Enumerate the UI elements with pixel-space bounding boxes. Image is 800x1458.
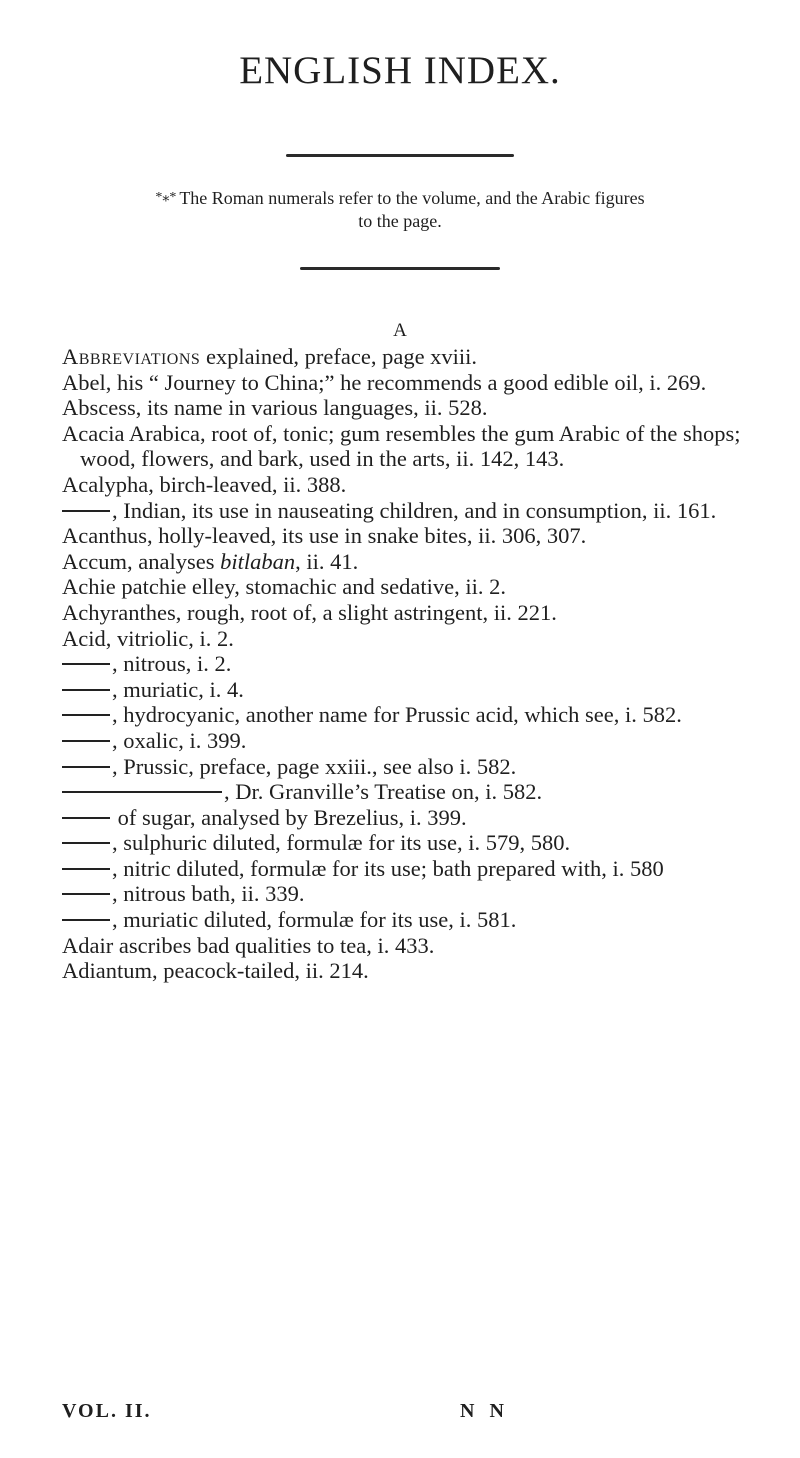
title-rule [286,154,514,157]
page-title: ENGLISH INDEX. [239,49,561,92]
italic-term: bitlaban [220,548,296,574]
ditto-dash [62,714,110,716]
editorial-note [150,186,650,233]
index-entry: Abscess, its name in various languages, ii. 528. [62,395,488,421]
index-entry: Accum, analyses bitlaban, ii. 41. [62,548,359,574]
index-entry: Abel, his “ Journey to China;” he recommends a good edible oil, i. 269. [62,369,707,395]
note-text: The Roman numerals refer to the volume, and the Arabic figures to the page. [179,188,645,231]
signature-mark: N N [460,1400,509,1422]
index-entry: , Dr. Granville’s Treatise on, i. 582. [62,779,752,805]
index-entry: , muriatic, i. 4. [62,677,752,703]
index-entry: Adiantum, peacock-tailed, ii. 214. [62,958,369,984]
ditto-dash [62,689,110,691]
entry-lead-word: Abbreviations [62,344,201,369]
index-entry: of sugar, analysed by Brezelius, i. 399. [62,805,752,831]
index-entry: , nitrous, i. 2. [62,651,752,677]
index-entry: Achie patchie elley, stomachic and sedative, ii. 2. [62,574,507,600]
volume-marker: VOL. II. [62,1400,152,1422]
ditto-dash [62,740,110,742]
index-entry: , Prussic, preface, page xxiii., see also i. 582. [62,754,752,780]
index-entry: , Indian, its use in nauseating children, and in consumption, ii. 161. [62,498,752,524]
index-entries [62,344,752,984]
section-letter: A [393,320,407,341]
ditto-dash [62,893,110,895]
ditto-dash [62,842,110,844]
ditto-dash [62,817,110,819]
ditto-dash-long [62,791,222,793]
index-entry: Acacia Arabica, root of, tonic; gum resembles the gum Arabic of the shops; wood, flowers, and bark, used in the arts, ii. 142, 143. [62,420,741,472]
ditto-dash [62,868,110,870]
index-entry: , sulphuric diluted, formulæ for its use, i. 579, 580. [62,830,752,856]
index-entry: , oxalic, i. 399. [62,728,752,754]
ditto-dash [62,510,110,512]
index-entry: Achyranthes, rough, root of, a slight astringent, ii. 221. [62,599,557,625]
index-entry: Adair ascribes bad qualities to tea, i. 433. [62,932,435,958]
ditto-dash [62,919,110,921]
index-entry: Acid, vitriolic, i. 2. [62,625,234,651]
ditto-dash [62,663,110,665]
index-entry: , nitrous bath, ii. 339. [62,881,752,907]
ditto-dash [62,766,110,768]
index-entry: , hydrocyanic, another name for Prussic acid, which see, i. 582. [62,702,752,728]
index-entry: , nitric diluted, formulæ for its use; bath prepared with, i. 580 [62,856,752,882]
index-entry: , muriatic diluted, formulæ for its use, i. 581. [62,907,752,933]
asterism-mark: *⁎* [155,190,177,205]
index-entry: Acanthus, holly-leaved, its use in snake bites, ii. 306, 307. [62,523,587,549]
index-entry: Abbreviations explained, preface, page xviii. [62,344,478,369]
index-entry: Acalypha, birch-leaved, ii. 388. [62,471,347,497]
note-rule [300,267,500,270]
